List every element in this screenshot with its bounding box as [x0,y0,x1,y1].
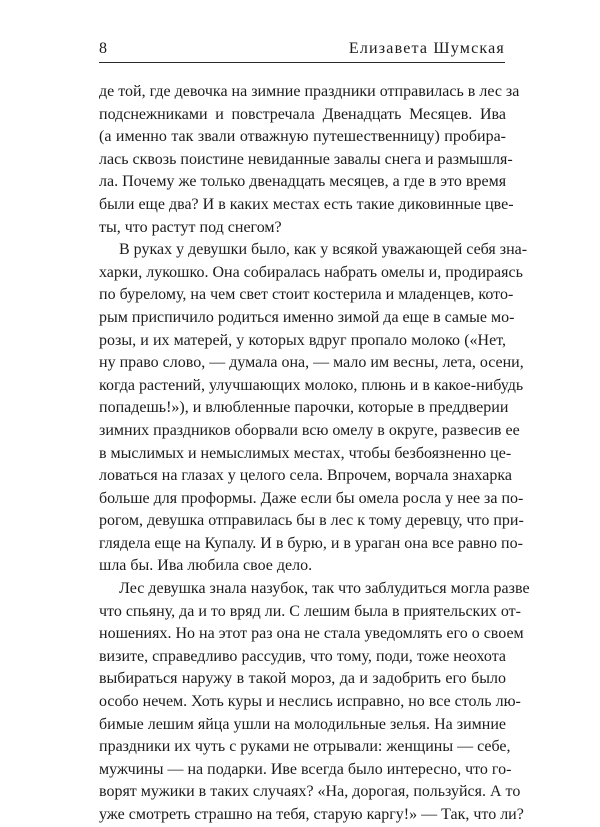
paragraph [99,239,528,578]
text-line: уже смотреть страшно на тебя, старую каргу!» — Так, что ли? [99,806,524,823]
page-header [99,40,505,63]
paragraph [99,81,520,239]
text-line: рогом, девушка отправилась бы в лес к тому деревцу, что при- [99,512,524,530]
text-line: ла. Почему же только двенадцать месяцев, а где в это время [99,173,507,191]
text-line: розы, и их матерей, у которых вдруг пропало молоко («Нет, [99,331,506,349]
text-line: выбираться наружу в такой мороз, да и задобрить его было [99,670,506,688]
text-line: ловаться на глазах у целого села. Впрочем, ворчала знахарка [99,467,513,485]
text-line: харки, лукошко. Она собиралась набрать омелы и, продираясь [99,263,523,281]
text-line: ворят мужики в таких случаях? «На, дорогая, пользуйся. А то [99,783,521,801]
text-line: что спьяну, да и то вряд ли. С лешим была в приятельских от- [99,602,521,620]
page-number: 8 [99,40,108,57]
text-line: де той, где девочка на зимние праздники отправилась в лес за [99,83,520,100]
text-line: бимые лешим яйца ушли на молодильные зелья. На зимние [99,715,506,733]
text-line: глядела еще на Купалу. И в бурю, и в ураган она все равно по- [99,534,523,552]
text-line: рым приспичило родиться именно зимой да еще в самые мо- [99,308,515,326]
text-line: лась сквозь поистине невиданные завалы снега и размышля- [99,150,513,168]
text-line: подснежниками и повстречала Двенадцать Месяцев. Ива [99,105,506,123]
text-line: в мыслимых и немыслимых местах, чтобы безбоязненно це- [99,444,512,462]
text-line: когда растений, улучшающих молоко, плюнь и в какое-нибудь [99,376,524,394]
paragraph [99,578,530,827]
text-line: больше для проформы. Даже если бы омела росла у нее за по- [99,489,524,507]
text-line: были еще два? И в каких местах есть такие диковинные цве- [99,195,514,213]
text-line: попадешь!»), и влюбленные парочки, которые в преддверии [99,399,509,417]
text-line: Лес девушка знала назубок, так что заблудиться могла разве [119,580,530,598]
text-line: (а именно так звали отважную путешественницу) пробира- [99,128,506,146]
text-line: особо нечем. Хоть куры и неслись исправно, но все столь лю- [99,693,521,711]
text-line: зимних праздников оборвали всю омелу в округе, развесив ее [99,421,520,439]
text-line: шла бы. Ива любила свое дело. [99,557,313,575]
text-line: В руках у девушки было, как у всякой уважающей себя зна- [119,241,528,259]
text-line: ношениях. Но на этот раз она не стала уведомлять его о своем [99,625,524,643]
text-line: по бурелому, на чем свет стоит костерила и младенцев, кото- [99,286,514,304]
text-line: ну право слово, — думала она, — мало им весны, лета, осени, [99,354,524,372]
text-line: мужчины — на подарки. Иве всегда было интересно, что го- [99,760,512,778]
text-line: ты, что растут под снегом? [99,218,282,236]
body-text [99,81,530,827]
text-line: праздники их чуть с руками не отрывали: женщины — себе, [99,738,511,756]
text-line: визите, справедливо рассудив, что тому, поди, тоже неохота [99,647,506,665]
running-title: Елизавета Шумская [348,40,505,57]
